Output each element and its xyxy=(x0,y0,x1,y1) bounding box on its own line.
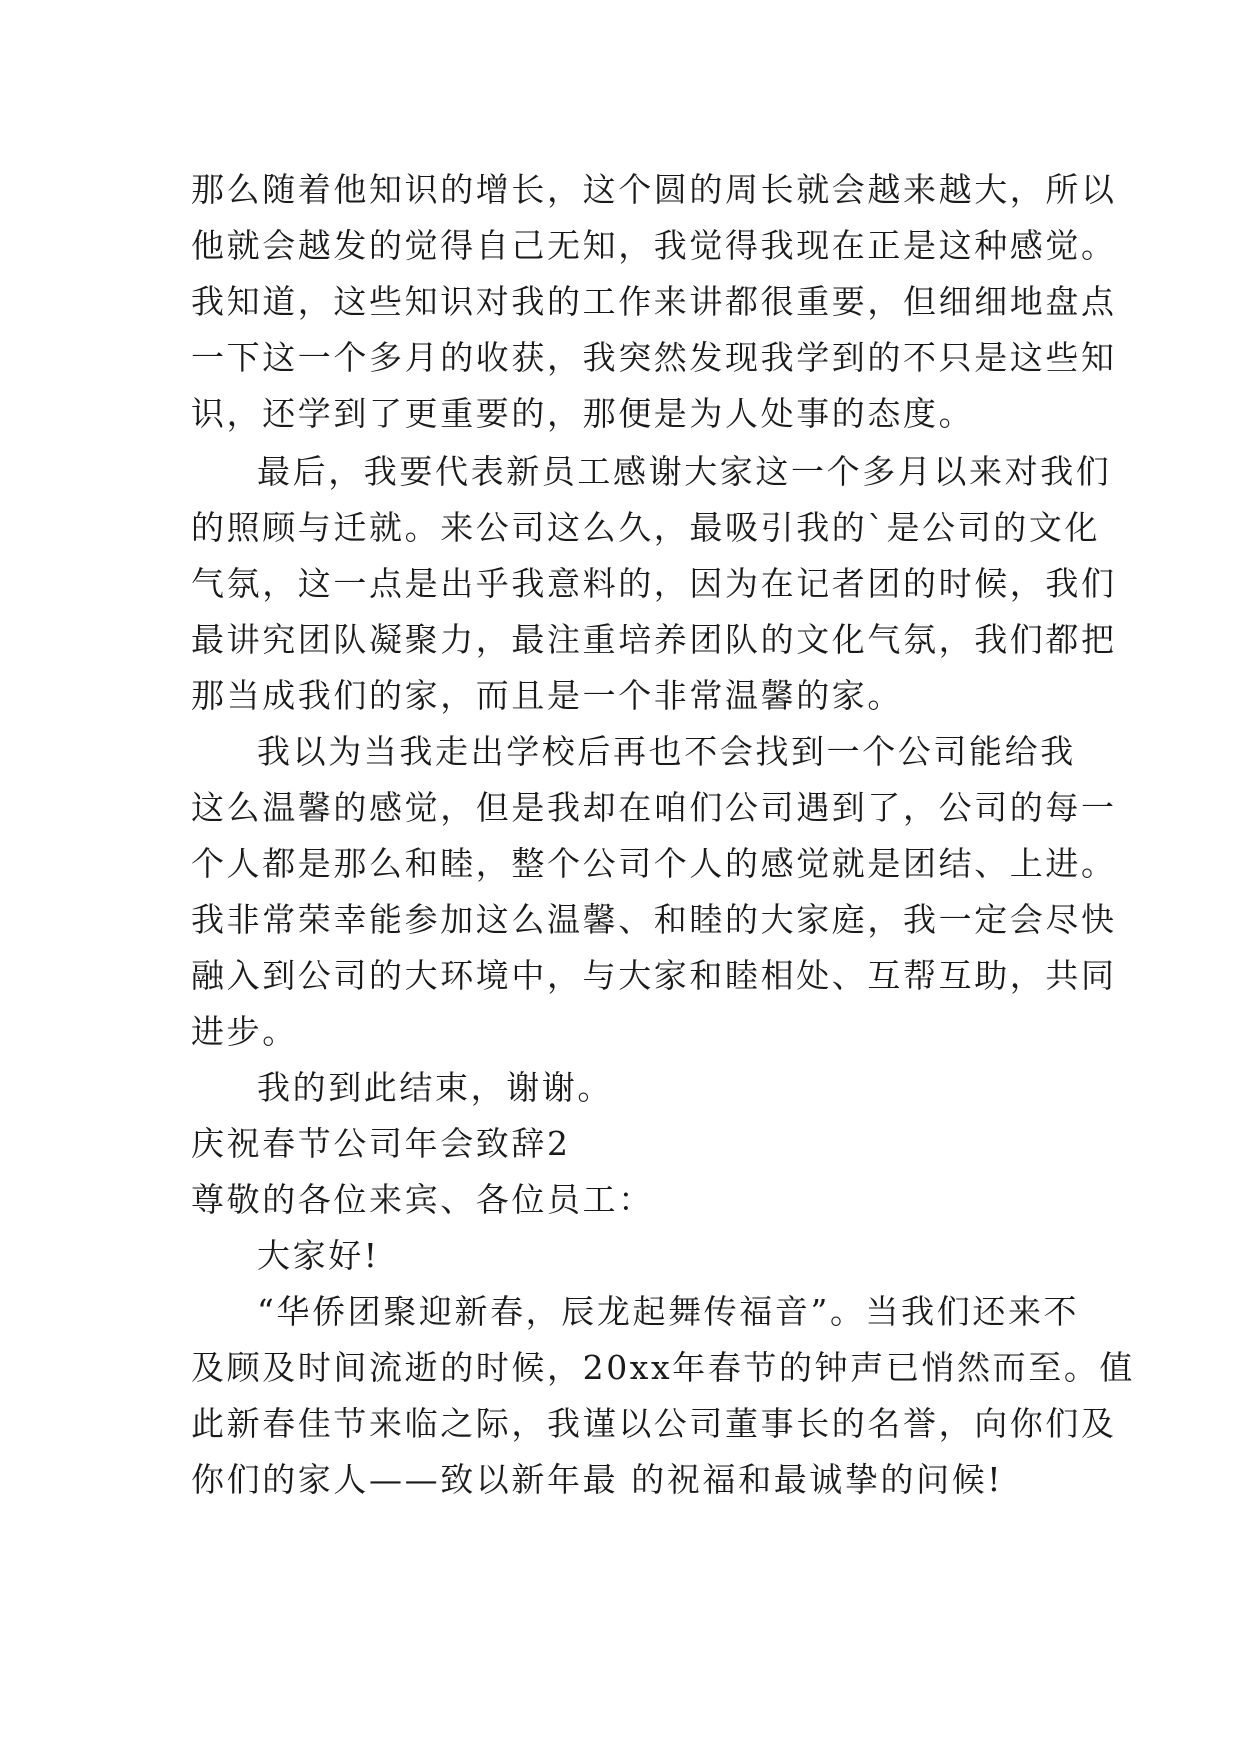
text-line: 一下这一个多月的收获，我突然发现我学到的不只是这些知 xyxy=(191,338,1117,377)
text-line: 的照顾与迁就。来公司这么久，最吸引我的`是公司的文化 xyxy=(191,508,1101,547)
text-line: 融入到公司的大环境中，与大家和睦相处、互帮互助，共同 xyxy=(191,956,1117,995)
text-line: 你们的家人——致以新年最 的祝福和最诚挚的问候! xyxy=(191,1460,1004,1499)
text-line: 这么温馨的感觉，但是我却在咱们公司遇到了，公司的每一 xyxy=(191,788,1117,827)
text-line: 那当成我们的家，而且是一个非常温馨的家。 xyxy=(191,676,903,715)
text-line: 那么随着他知识的增长，这个圆的周长就会越来越大，所以 xyxy=(191,170,1117,209)
text-line: 我知道，这些知识对我的工作来讲都很重要，但细细地盘点 xyxy=(191,282,1117,321)
paragraph-first-line: 我以为当我走出学校后再也不会找到一个公司能给我 xyxy=(257,732,1076,771)
text-line: 最讲究团队凝聚力，最注重培养团队的文化气氛，我们都把 xyxy=(191,620,1117,659)
paragraph-first-line: 最后，我要代表新员工感谢大家这一个多月以来对我们 xyxy=(257,452,1112,491)
text-line: 气氛，这一点是出乎我意料的，因为在记者团的时候，我们 xyxy=(191,564,1117,603)
salutation: 尊敬的各位来宾、各位员工： xyxy=(191,1180,654,1219)
text-line: 我非常荣幸能参加这么温馨、和睦的大家庭，我一定会尽快 xyxy=(191,900,1117,939)
text-line: 及顾及时间流逝的时候，20xx年春节的钟声已悄然而至。值 xyxy=(191,1348,1136,1387)
paragraph-first-line: “华侨团聚迎新春，辰龙起舞传福音”。当我们还来不 xyxy=(257,1292,1080,1331)
text-line: 进步。 xyxy=(191,1012,298,1051)
text-line: 此新春佳节来临之际，我谨以公司董事长的名誉，向你们及 xyxy=(191,1404,1117,1443)
section-title: 庆祝春节公司年会致辞2 xyxy=(191,1124,571,1163)
text-line: 识，还学到了更重要的，那便是为人处事的态度。 xyxy=(191,394,975,433)
greeting: 大家好! xyxy=(257,1236,380,1275)
closing-line: 我的到此结束，谢谢。 xyxy=(257,1068,613,1107)
text-line: 个人都是那么和睦，整个公司个人的感觉就是团结、上进。 xyxy=(191,844,1117,883)
text-line: 他就会越发的觉得自己无知，我觉得我现在正是这种感觉。 xyxy=(191,226,1117,265)
